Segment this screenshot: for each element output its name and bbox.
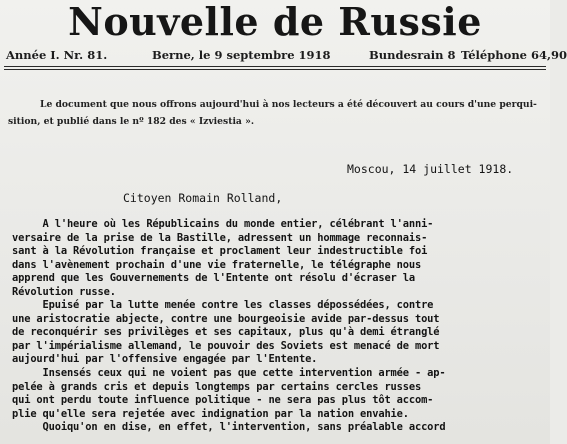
editorial-note-line: Le document que nous offrons aujourd'hui à nos lecteurs a été découvert au cours d'une perqui- [40,99,537,110]
letter-line: dans l'avènement prochain d'une vie fraternelle, le télégraphe nous [12,258,422,271]
letter-line: qui ont perdu toute influence politique - ne sera pas plus tôt accom- [12,394,434,407]
letter-line: Insensés ceux qui ne voient pas que cette intervention armée - ap- [12,367,446,380]
letter-line: par l'impérialisme allemand, le pouvoir des Soviets est menacé de mort [12,339,440,352]
letter-dateline: Moscou, 14 juillet 1918. [347,162,514,176]
letter-line: une aristocratie abjecte, contre une bourgeoisie avide par-dessus tout [12,312,440,325]
issue-number: Année I. Nr. 81. [6,48,108,62]
place-and-date: Berne, le 9 septembre 1918 [152,48,331,62]
letter-line: Epuisé par la lutte menée contre les classes dépossédées, contre [12,299,434,312]
letter-line: versaire de la prise de la Bastille, adressent un hommage reconnais- [12,231,428,244]
letter-line: Quoiqu'on en dise, en effet, l'intervention, sans préalable accord [12,421,446,434]
letter-line: aujourd'hui par l'offensive engagée par l'Entente. [12,353,318,366]
letter-line: apprend que les Gouvernements de l'Entente ont résolu d'écraser la [12,272,415,285]
editorial-note-line: sition, et publié dans le nº 182 des « Izviestia ». [8,116,255,127]
letter-salutation: Citoyen Romain Rolland, [123,191,283,205]
letter-line: de reconquérir ses privilèges et ses capitaux, plus qu'à demi étranglé [12,326,440,339]
letter-body [12,218,542,435]
letter-line: Révolution russe. [12,285,116,298]
letter-line: sant à la Révolution française et proclament leur indestructible foi [12,245,428,258]
address: Bundesrain 8 [369,48,456,62]
letter-line: A l'heure où les Républicains du monde entier, célébrant l'anni- [12,218,434,230]
letter-line: plie qu'elle sera rejetée avec indignation par la nation envahie. [12,407,409,420]
newspaper-title: Nouvelle de Russie [68,0,482,44]
letter-line: pelée à grands cris et depuis longtemps par certains cercles russes [12,380,422,393]
phone-number: Téléphone 64,90 [461,48,567,62]
